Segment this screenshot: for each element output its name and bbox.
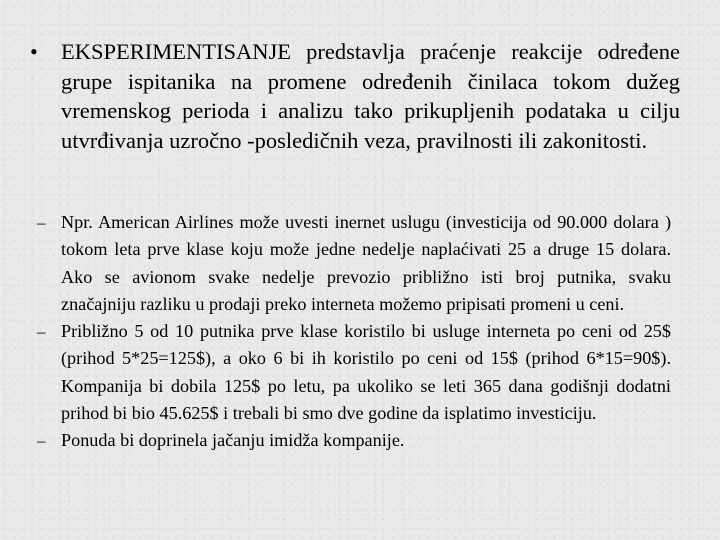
sub-bullet-text: Ponuda bi doprinela jačanju imidža kompanije. — [61, 430, 405, 451]
dash-bullet-icon: – — [37, 322, 46, 342]
dash-bullet-icon: – — [37, 431, 46, 451]
main-bullet-text: EKSPERIMENTISANJE predstavlja praćenje reakcije određene grupe ispitanika na promene određenih činilaca tokom dužeg vremenskog perioda i analizu tako prikupljenih podataka u cilju utvrđivanja uzročno -posledičnih veza, pravilnosti ili zakonitosti. — [61, 39, 680, 153]
bullet-dot-icon: • — [30, 39, 38, 64]
sub-bullet-item — [37, 427, 671, 454]
dash-bullet-icon: – — [37, 213, 46, 232]
sub-bullet-text: Npr. American Airlines može uvesti inernet uslugu (investicija od 90.000 dolara ) tokom leta prve klase koju može jedne nedelje naplaćivati 25 a druge 15 dolara. Ako se avionom svake nedelje prevozio približno isti broj putnika, svaku značajniju razliku u prodaji preko interneta možemo pripisati promeni u ceni. — [61, 212, 671, 314]
sub-bullet-item — [37, 209, 671, 318]
sub-bullet-text: Približno 5 od 10 putnika prve klase koristilo bi usluge interneta po ceni od 25$ (prihod 5*25=125$), a oko 6 bi ih koristilo po ceni od 15$ (prihod 6*15=90$). Kompanija bi dobila 125$ po letu, pa ukoliko se leti 365 dana godišnji dodatni prihod bi bio 45.625$ i trebali bi smo dve godine da isplatimo investiciju. — [61, 321, 671, 424]
sub-bullet-item — [37, 318, 671, 427]
main-bullet — [30, 37, 680, 155]
sub-bullet-list — [37, 209, 671, 455]
